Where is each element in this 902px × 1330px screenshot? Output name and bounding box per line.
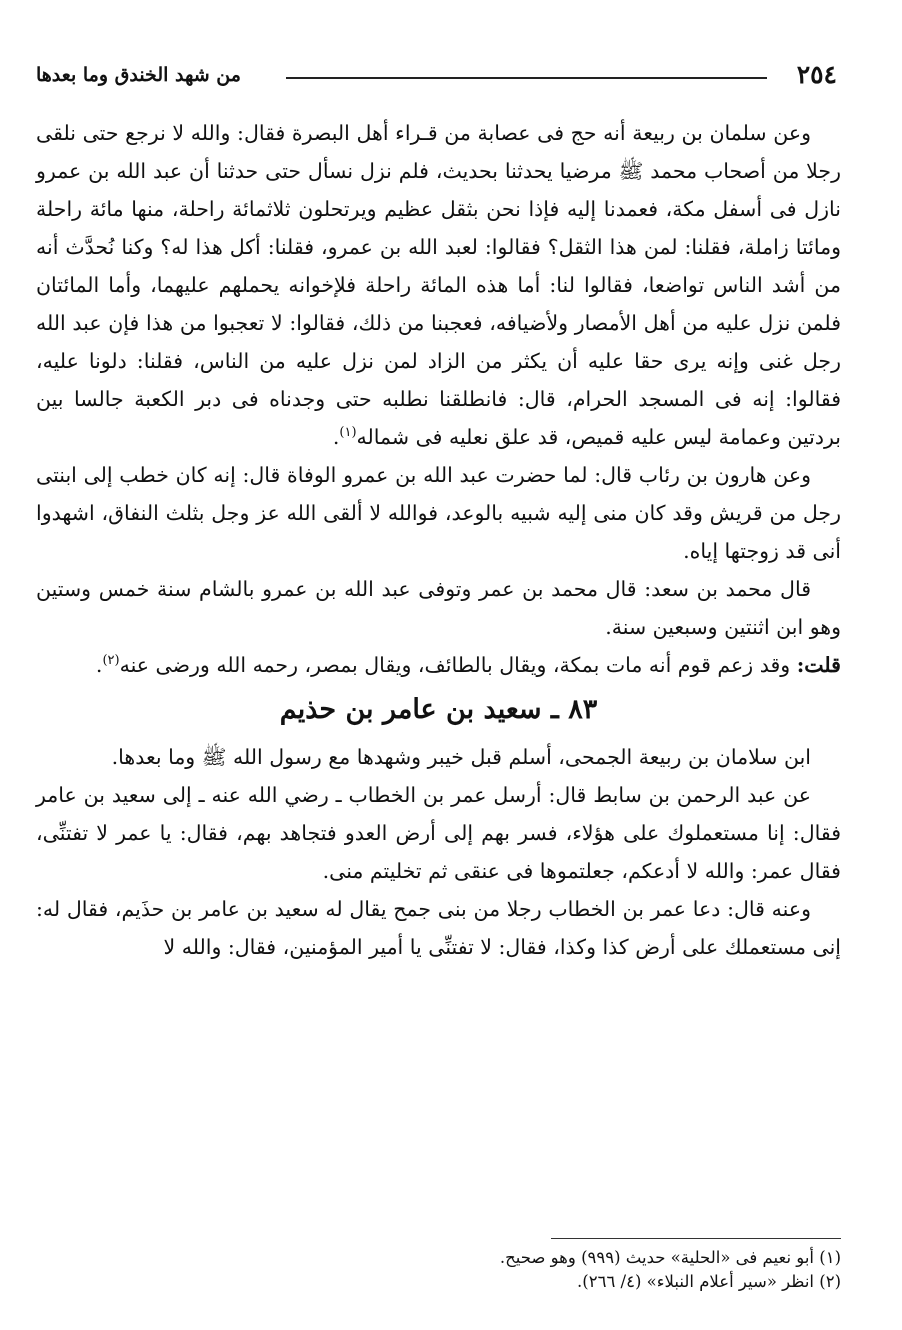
body-text	[36, 114, 841, 966]
header-rule	[286, 77, 767, 79]
footnote-rule	[551, 1238, 841, 1239]
paragraph: عن عبد الرحمن بن سابط قال: أرسل عمر بن الخطاب ـ رضي الله عنه ـ إلى سعيد بن عامر فقال: إنا مستعملوك على هؤلاء، فسر بهم إلى أرض العدو فتجاهد بهم، فقال: يا عمر لا تفتنِّى، فقال عمر: والله لا أدعكم، جعلتموها فى عنقى ثم تخليتم منى.	[36, 783, 841, 883]
footnote: (٢) انظر «سير أعلام النبلاء» (٤/ ٢٦٦).	[577, 1272, 841, 1291]
footnotes	[36, 1246, 841, 1294]
running-title: من شهد الخندق وما بعدها	[36, 64, 241, 86]
paragraph: وعن هارون بن رئاب قال: لما حضرت عبد الله بن عمرو الوفاة قال: إنه كان خطب إلى ابنتى رجل من قريش وقد كان منى إليه شبيه بالوعد، فوالله لا ألقى الله عز وجل بثلث النفاق، اشهدوا أنى قد زوجتها إياه.	[36, 463, 841, 563]
paragraph: وعنه قال: دعا عمر بن الخطاب رجلا من بنى جمح يقال له سعيد بن عامر بن حذَيم، فقال له: إنى مستعملك على أرض كذا وكذا، فقال: لا تفتنِّى يا أمير المؤمنين، فقال: والله لا	[36, 897, 841, 959]
qult-text: وقد زعم قوم أنه مات بمكة، ويقال بالطائف، ويقال بمصر، رحمه الله ورضى عنه	[119, 653, 791, 677]
page	[36, 58, 841, 1298]
footnote-ref: (٢)	[102, 653, 120, 669]
page-number: ٢٥٤	[796, 60, 837, 89]
paragraph: قال محمد بن سعد: قال محمد بن عمر وتوفى عبد الله بن عمرو بالشام سنة خمس وستين وهو ابن اثنتين وسبعين سنة.	[36, 577, 841, 639]
qult-paragraph: قلت: وقد زعم قوم أنه مات بمكة، ويقال بالطائف، ويقال بمصر، رحمه الله ورضى عنه$^{(٢)}$.	[95, 653, 841, 677]
paragraph-text: وعن سلمان بن ربيعة أنه حج فى عصابة من قـراء أهل البصرة فقال: والله لا نرجع حتى نلقى رجلا من أصحاب محمد ﷺ مرضيا يحدثنا بحديث، فلم نزل نسأل حتى حدثنا أن عبد الله بن عمرو نازل فى أسفل مكة، فعمدنا إليه فإذا نحن بثقل عظيم ويرتحلون ثلاثمائة راحلة، منها مائة راحلة ومائتا زاملة، فقلنا: لمن هذا الثقل؟ فقالوا: لعبد الله بن عمرو، فقلنا: أكل هذا له؟ وكنا نُحدَّث أنه من أشد الناس تواضعا، فقالوا لنا: أما هذه المائة راحلة فلإخوانه يحملهم عليهما، وأما المائتان فلمن نزل عليه من أهل الأمصار ولأضيافه، فعجبنا من ذلك، فقالوا: لا تعجبوا من هذا فإن عبد الله رجل غنى وإنه يرى حقا عليه أن يكثر من الزاد لمن نزل عليه من الناس، فقلنا: دلونا عليه، فقالوا: إنه فى المسجد الحرام، قال: فانطلقنا نطلبه حتى وجدناه فى دبر الكعبة جالسا بين بردتين وعمامة ليس عليه قميص، قد علق نعليه فى شماله	[36, 121, 841, 449]
footnote-ref: (١)	[339, 425, 357, 441]
paragraph: وعن سلمان بن ربيعة أنه حج فى عصابة من قـراء أهل البصرة فقال: والله لا نرجع حتى نلقى رجلا من أصحاب محمد ﷺ مرضيا يحدثنا بحديث، فلم نزل نسأل حتى حدثنا أن عبد الله بن عمرو نازل فى أسفل مكة، فعمدنا إليه فإذا نحن بثقل عظيم ويرتحلون ثلاثمائة راحلة، منها مائة راحلة ومائتا زاملة، فقلنا: لمن هذا الثقل؟ فقالوا: لعبد الله بن عمرو، فقلنا: أكل هذا له؟ وكنا نُحدَّث أنه من أشد الناس تواضعا، فقالوا لنا: أما هذه المائة راحلة فلإخوانه يحملهم عليهما، وأما المائتان فلمن نزل عليه من أهل الأمصار ولأضيافه، فعجبنا من ذلك، فقالوا: لا تعجبوا من هذا فإن عبد الله رجل غنى وإنه يرى حقا عليه أن يكثر من الزاد لمن نزل عليه من الناس، فقلنا: دلونا عليه، فقالوا: إنه فى المسجد الحرام، قال: فانطلقنا نطلبه حتى وجدناه فى دبر الكعبة جالسا بين بردتين وعمامة ليس عليه قميص، قد علق نعليه فى شماله$^{(١)}$.	[36, 121, 841, 449]
qult-lead: قلت:	[796, 653, 841, 677]
page-header	[36, 60, 841, 96]
paragraph: ابن سلامان بن ربيعة الجمحى، أسلم قبل خيبر وشهدها مع رسول الله ﷺ وما بعدها.	[111, 745, 811, 769]
section-title: ٨٣ ـ سعيد بن عامر بن حذيم	[279, 694, 598, 725]
footnote: (١) أبو نعيم فى «الحلية» حديث (٩٩٩) وهو صحيح.	[499, 1248, 841, 1267]
